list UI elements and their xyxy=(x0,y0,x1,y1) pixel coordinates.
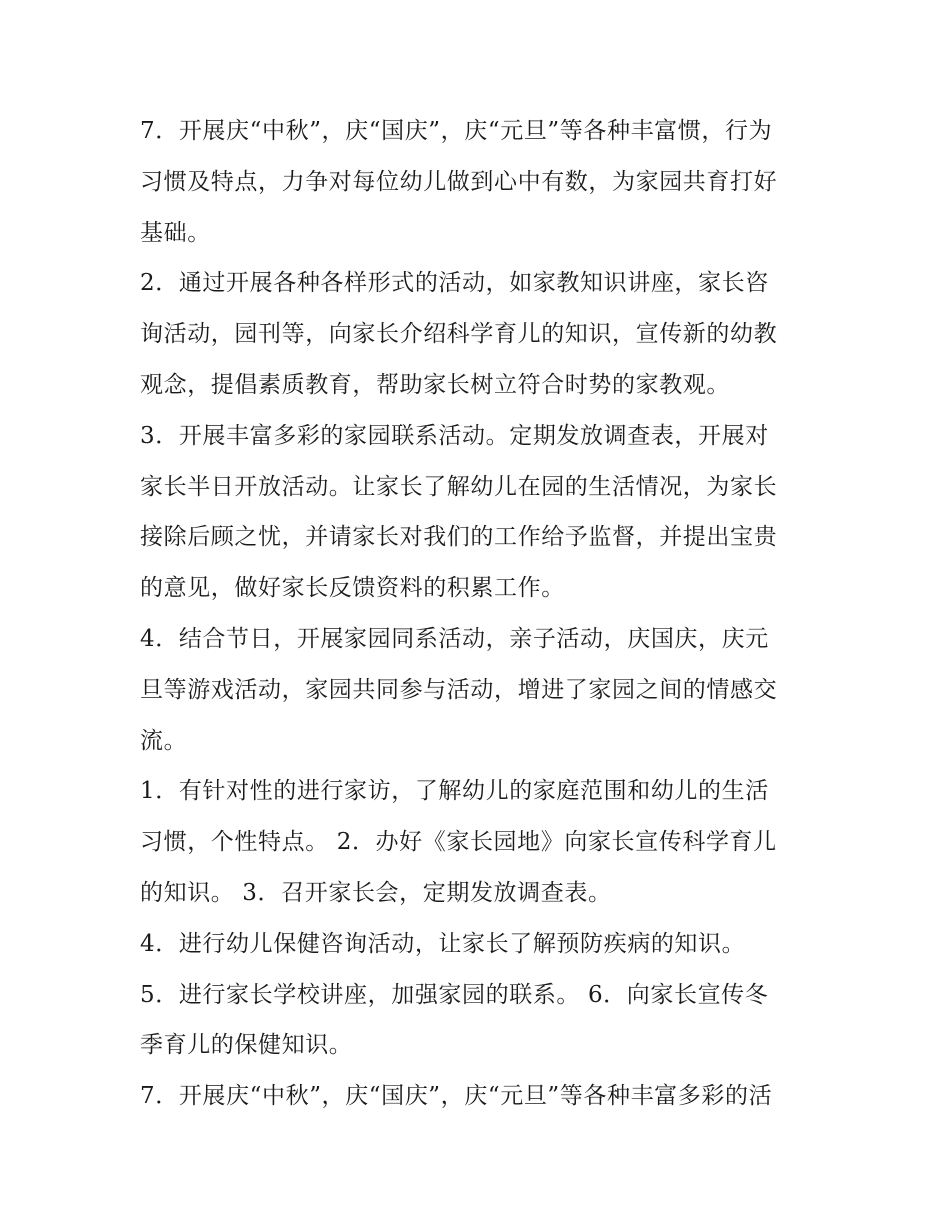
text-line: 1．有针对性的进行家访，了解幼儿的家庭范围和幼儿的生活 xyxy=(140,778,769,805)
text-line: 4．进行幼儿保健咨询活动，让家长了解预防疾病的知识。 xyxy=(140,930,746,957)
text-line: 4．结合节日，开展家园同系活动，亲子活动，庆国庆，庆元 xyxy=(140,625,769,652)
text-line: 观念，提倡素质教育，帮助家长树立符合时势的家教观。 xyxy=(140,371,730,398)
text-line: 询活动，园刊等，向家长介绍科学育儿的知识，宣传新的幼教 xyxy=(140,321,778,348)
text-line: 流。 xyxy=(140,727,188,754)
text-line: 7．开展庆“中秋”，庆“国庆”，庆“元旦”等各种丰富惯，行为 xyxy=(140,118,773,144)
text-line: 习惯及特点，力争对每位幼儿做到心中有数，为家园共育打好 xyxy=(140,168,778,195)
text-line: 季育儿的保健知识。 xyxy=(140,1032,353,1059)
text-line: 的知识。 3．召开家长会，定期发放调查表。 xyxy=(140,879,612,906)
document-body xyxy=(140,106,820,1122)
text-line: 7．开展庆“中秋”，庆“国庆”，庆“元旦”等各种丰富多彩的活 xyxy=(140,1083,773,1110)
text-line: 5．进行家长学校讲座，加强家园的联系。 6．向家长宣传冬 xyxy=(140,981,769,1008)
text-line: 习惯，个性特点。 2．办好《家长园地》向家长宣传科学育儿 xyxy=(140,829,777,856)
text-line: 3．开展丰富多彩的家园联系活动。定期发放调查表，开展对 xyxy=(140,422,769,449)
text-line: 接除后顾之忧，并请家长对我们的工作给予监督，并提出宝贵 xyxy=(140,524,778,551)
text-line: 的意见，做好家长反馈资料的积累工作。 xyxy=(140,575,565,602)
text-line: 家长半日开放活动。让家长了解幼儿在园的生活情况，为家长 xyxy=(140,473,778,500)
text-line: 基础。 xyxy=(140,219,211,246)
text-line: 旦等游戏活动，家园共同参与活动，增进了家园之间的情感交 xyxy=(140,676,778,703)
text-line: 2．通过开展各种各样形式的活动，如家教知识讲座，家长咨 xyxy=(140,270,769,297)
